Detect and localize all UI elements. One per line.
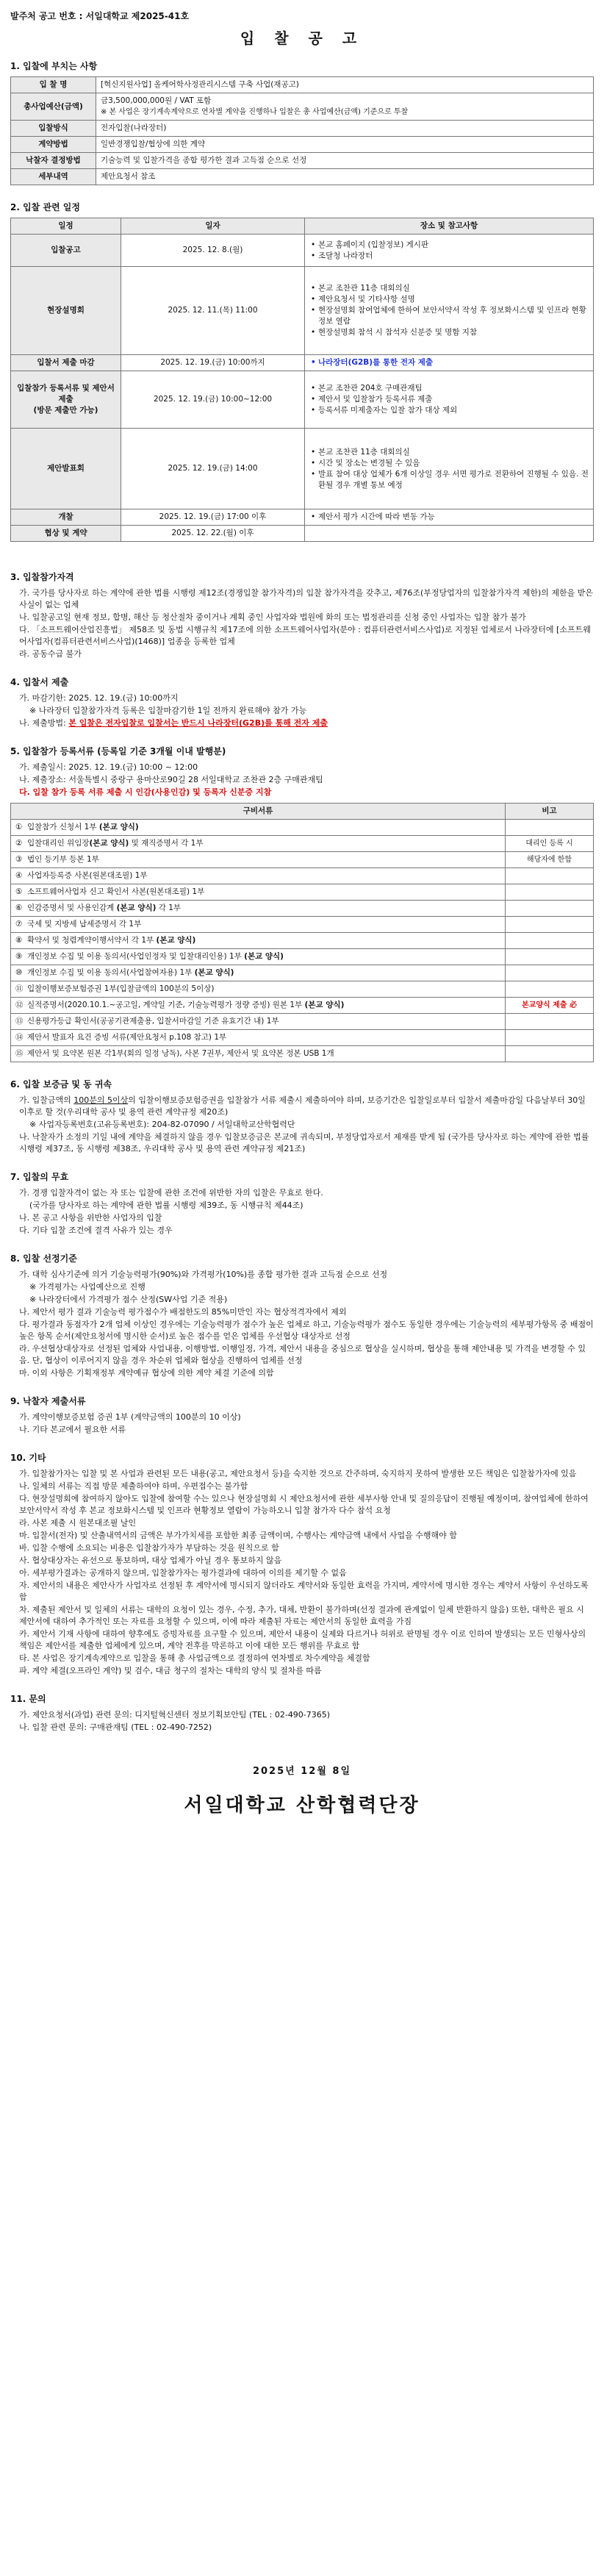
note-item: • 현장설명회 참석 시 참석자 신분증 및 명함 지참 [309, 327, 589, 338]
list-item: 나. 기타 본교에서 필요한 서류 [19, 1425, 126, 1434]
schedule-name: 협상 및 계약 [11, 526, 121, 542]
schedule-date: 2025. 12. 19.(금) 10:00~12:00 [121, 371, 305, 429]
table-row [11, 820, 594, 836]
budget-amount: 금3,500,000,000원 / VAT 포함 [101, 96, 212, 105]
list-item: 나. 제출장소: 서울특별시 중랑구 용마산로90길 28 서일대학교 조찬관 2층 구매관재팀 [19, 775, 323, 784]
document-remark: 대리인 등록 시 [506, 836, 594, 852]
table-row [11, 1046, 594, 1062]
table-row [11, 526, 594, 542]
section-11 [10, 1693, 594, 1734]
table-row [11, 965, 594, 981]
list-item: 마. 이외 사항은 기획재정부 계약예규 협상에 의한 계약 체결 기준에 의함 [19, 1368, 274, 1378]
table-row [11, 1030, 594, 1046]
table-row [11, 949, 594, 965]
schedule-notes [305, 267, 594, 355]
document-remark [506, 917, 594, 933]
list-item: 가. 계약이행보증보험 증권 1부 (계약금액의 100분의 10 이상) [19, 1412, 241, 1422]
schedule-date: 2025. 12. 8.(월) [121, 235, 305, 267]
section-11-heading: 11. 문의 [10, 1694, 46, 1704]
list-item: 자. 제안서의 내용은 제안사가 사업자로 선정된 후 계약서에 명시되지 않더라도 계약서와 동일한 효력을 가지며, 계약서에 명시한 경우는 계약서 사항이 우선하도록 함 [19, 1581, 589, 1602]
list-item: 타. 본 사업은 장기계속계약으로 입찰을 통해 총 사업금액으로 결정하여 연차별로 차수계약을 체결함 [19, 1653, 370, 1663]
document-number: ⑨ [15, 952, 23, 961]
value-details: 제안요청서 참조 [96, 169, 594, 185]
schedule-notes [305, 429, 594, 509]
document-number: ⑧ [15, 936, 23, 945]
document-form-tag: (본교 양식) [98, 823, 139, 831]
document-item [11, 1046, 506, 1062]
list-item: 차. 제출된 제안서 및 일체의 서류는 대학의 요청이 있는 경우, 수정, 추가, 대체, 반환이 불가하며(선정 결과에 관계없이 일체 반환하지 않음) 또한, 대학은 필요 시 제안서에 대하여 추가적인 또는 자료를 요청할 수 있으며, 이에 따라 제출된 자료는 제안서의 동일한 효력을 가짐 [19, 1605, 584, 1626]
document-number: ④ [15, 871, 23, 880]
section-8-heading: 8. 입찰 선정기준 [10, 1253, 77, 1264]
note-item: • 제안서 및 입찰참가 등록서류 제출 [309, 394, 589, 405]
list-item: 라. 공동수급 불가 [19, 649, 82, 659]
misc-list [10, 1468, 594, 1677]
document-remark [506, 981, 594, 998]
note-item: • 제안요청서 및 기타사항 설명 [309, 294, 589, 305]
section-2 [10, 201, 594, 542]
document-text: 입찰참가 신청서 1부 [27, 823, 99, 831]
list-item: 사. 협상대상자는 유선으로 통보하며, 대상 업체가 아닐 경우 통보하지 않음 [19, 1556, 282, 1565]
list-note: ※ 나라장터 입찰참가자격 등록은 입찰마감기한 1일 전까지 완료해야 참가 가능 [29, 706, 307, 715]
document-text: 개인정보 수집 및 이용 동의서(사업참여자용) 1부 [27, 968, 195, 977]
document-number: ⑫ [15, 1001, 24, 1009]
list-item: 파. 계약 체결(오프라인 계약) 및 검수, 대금 청구의 절차는 대학의 양식 및 절차를 따름 [19, 1666, 322, 1675]
document-item [11, 901, 506, 917]
table-row [11, 836, 594, 852]
note-item: • 등록서류 미제출자는 입찰 참가 대상 제외 [309, 405, 589, 416]
list-item: 가. 마감기한: 2025. 12. 19.(금) 10:00까지 [19, 693, 179, 703]
document-number: ⑩ [15, 968, 23, 977]
document-item [11, 1014, 506, 1030]
table-row [11, 235, 594, 267]
document-number: ① [15, 823, 23, 831]
document-text: 법인 등기부 등본 1부 [27, 855, 99, 864]
value-bid-method: 전자입찰(나라장터) [96, 121, 594, 137]
document-remark: 본교양식 제출 必 [506, 998, 594, 1014]
note-item: • 본교 조찬관 11층 대회의실 [309, 283, 589, 294]
col-remarks: 비고 [506, 804, 594, 820]
col-documents: 구비서류 [11, 804, 506, 820]
schedule-table [10, 218, 594, 542]
list-item: 다. 기타 입찰 조건에 결격 사유가 있는 경우 [19, 1226, 173, 1235]
note-item: • 발표 참여 대상 업체가 6개 이상일 경우 서면 평가로 전환하여 진행될 수 있음. 전환될 경우 개별 통보 예정 [309, 469, 589, 491]
document-text: 실적증명서(2020.10.1.~공고일, 계약일 기준, 기술능력평가 정량 증빙) 원본 1부 [27, 1001, 305, 1009]
text-segment: 의 입찰이행보증보험증권을 입찰참가 서류 제출시 제출하여야 하며, 보증기간은 입찰일로부터 입찰서 제출마감일 다음날부터 30일 이후로 할 것(우리대학 공사 및 용역 관련 계약규정 제20조) [19, 1095, 586, 1117]
list-item: 바. 입찰 수행에 소요되는 비용은 입찰참가자가 부담하는 것을 원칙으로 함 [19, 1543, 279, 1553]
table-row [11, 868, 594, 884]
schedule-name: 입찰서 제출 마감 [11, 355, 121, 371]
note-item: • 현장설명회 참여업체에 한하여 보안서약서 작성 후 정보화시스템 및 인프라 현황정보 열람 [309, 305, 589, 327]
section-1-heading: 1. 입찰에 부치는 사항 [10, 61, 98, 71]
value-winner-method: 기술능력 및 입찰가격을 종합 평가한 결과 고득점 순으로 선정 [96, 153, 594, 169]
document-remark [506, 933, 594, 949]
document-text: 사업자등록증 사본(원본대조필) 1부 [27, 871, 148, 880]
table-row [11, 429, 594, 509]
page-title: 입 찰 공 고 [240, 29, 364, 47]
document-text: 신용평가등급 확인서(공공기관제출용, 입찰서마감일 기준 유효기간 내) 1부 [27, 1017, 279, 1026]
text-segment: 가. 입찰금액의 [19, 1095, 74, 1105]
document-form-tag: (본교 양식) [194, 968, 234, 977]
document-remark [506, 901, 594, 917]
document-text: 제안서 발표자 요건 증빙 서류(제안요청서 p.108 참고) 1부 [27, 1033, 227, 1042]
section-9 [10, 1395, 594, 1436]
section-5-heading: 5. 입찰참가 등록서류 (등록일 기준 3개월 이내 발행분) [10, 746, 226, 756]
document-item [11, 852, 506, 868]
required-documents-table [10, 803, 594, 1062]
section-5 [10, 745, 594, 1062]
section-10-heading: 10. 기타 [10, 1453, 46, 1463]
document-item [11, 965, 506, 981]
label-details: 세부내역 [11, 169, 96, 185]
list-item: 나. 제안서 평가 결과 기술능력 평가점수가 배점한도의 85%미만인 자는 협상적격자에서 제외 [19, 1307, 347, 1317]
list-item: 다. 「소프트웨어산업진흥법」 제58조 및 동법 시행규칙 제17조에 의한 소프트웨어사업자(분야 : 컴퓨터관련서비스사업)로 지정된 업체로서 나라장터에 [소프트웨어사업자(컴퓨터관련서비스사업)(1468)] 업종을 등록한 업체 [19, 625, 591, 646]
list-item: 나. 입찰공고일 현재 정보, 합병, 해산 등 청산절차 중이거나 계획 중인 사업자와 법원에 화의 또는 법정관리를 신청 중인 사업자는 입찰 참가 불가 [19, 612, 526, 622]
document-form-tag: (본교 양식) [244, 952, 284, 961]
document-item [11, 981, 506, 998]
announcement-date: 2025년 12월 8일 [252, 1766, 352, 1777]
schedule-notes [305, 509, 594, 526]
list-item: 가. 경쟁 입찰자격이 없는 자 또는 입찰에 관한 조건에 위반한 자의 입찰은 무효로 한다. [19, 1188, 323, 1198]
list-item: 다. 평가결과 동점자가 2개 업체 이상인 경우에는 기술능력평가 점수가 높은 업체로 하고, 기술능력평가 점수도 동일한 경우에는 기술능력의 세부평가항목 중 배점이 높은 항목 순서(제안요청서에 명시한 순서)로 높은 점수를 얻은 업체를 우선협상 대상자로 선정 [19, 1320, 594, 1341]
budget-note: ※ 본 사업은 장기계속계약으로 연차별 계약을 진행하나 입찰은 총 사업예산(금액) 기준으로 투찰 [101, 108, 409, 116]
document-number: ⑥ [15, 904, 23, 912]
document-form-tag: (본교 양식) [156, 936, 196, 945]
section-10 [10, 1452, 594, 1677]
list-item: 가. 국가를 당사자로 하는 계약에 관한 법률 시행령 제12조(경쟁입찰 참가자격)의 입찰 참가자격을 갖추고, 제76조(부정당업자의 입찰참가자격 제한)의 제한을 받은 사실이 없는 업체 [19, 588, 594, 609]
schedule-notes [305, 371, 594, 429]
value-contract-method: 일반경쟁입찰/협상에 의한 계약 [96, 137, 594, 153]
col-date: 일자 [121, 218, 305, 235]
list-note: ※ 사업자등록번호(고유등록번호): 204-82-07090 / 서일대학교산학협력단 [29, 1120, 295, 1129]
schedule-date: 2025. 12. 19.(금) 10:00까지 [121, 355, 305, 371]
document-remark [506, 1014, 594, 1030]
table-row [11, 917, 594, 933]
table-row [11, 884, 594, 901]
list-item: 아. 세부평가결과는 공개하지 않으며, 입찰참가자는 평가결과에 대하여 이의를 제기할 수 없음 [19, 1568, 347, 1578]
schedule-name: 개찰 [11, 509, 121, 526]
section-9-heading: 9. 낙찰자 제출서류 [10, 1396, 86, 1406]
table-row [11, 267, 594, 355]
document-text: 국세 및 지방세 납세증명서 각 1부 [27, 920, 142, 929]
schedule-date: 2025. 12. 22.(월) 이후 [121, 526, 305, 542]
document-remark [506, 868, 594, 884]
document-text: 소프트웨어사업자 신고 확인서 사본(원본대조필) 1부 [27, 887, 205, 896]
list-item-label: 나. 제출방법: [19, 718, 69, 728]
document-item [11, 933, 506, 949]
document-item [11, 820, 506, 836]
document-text: 제안서 및 요약본 원본 각1부(회의 일정 낭독), 사본 7권부, 제안서 및 요약본 정본 USB 1개 [27, 1049, 334, 1058]
table-row [11, 933, 594, 949]
section-4-heading: 4. 입찰서 제출 [10, 677, 69, 687]
section-4 [10, 676, 594, 729]
schedule-name: 입찰공고 [11, 235, 121, 267]
section-3-heading: 3. 입찰참가자격 [10, 572, 74, 582]
section-7 [10, 1171, 594, 1237]
note-item: • 본교 조찬관 11층 대회의실 [309, 447, 589, 458]
schedule-notes [305, 526, 594, 542]
label-bid-method: 입찰방식 [11, 121, 96, 137]
document-item [11, 1030, 506, 1046]
document-number: ⑮ [15, 1049, 24, 1058]
schedule-date: 2025. 12. 19.(금) 14:00 [121, 429, 305, 509]
notice-number: 발주처 공고 번호 : 서일대학교 제2025-41호 [10, 11, 190, 21]
list-note: ※ 가격평가는 사업예산으로 진행 [29, 1282, 146, 1292]
document-item [11, 949, 506, 965]
schedule-date: 2025. 12. 19.(금) 17:00 이후 [121, 509, 305, 526]
note-item: • 나라장터(G2B)를 통한 전자 제출 [309, 357, 589, 368]
text-segment: 100분의 5이상 [73, 1095, 129, 1105]
section-6-heading: 6. 입찰 보증금 및 동 귀속 [10, 1079, 112, 1090]
list-item: 가. 제출일시: 2025. 12. 19.(금) 10:00 ~ 12:00 [19, 762, 198, 772]
section-8 [10, 1253, 594, 1379]
list-item [10, 718, 594, 729]
list-item: 나. 일체의 서류는 직접 방문 제출하여야 하며, 우편접수는 불가함 [19, 1481, 248, 1491]
schedule-name [11, 371, 121, 429]
document-number: ⑤ [15, 887, 23, 896]
list-note: (국가를 당사자로 하는 계약에 관한 법률 시행령 제39조, 동 시행규칙 제44조) [29, 1201, 304, 1210]
section-3 [10, 571, 594, 660]
schedule-name: 현장설명회 [11, 267, 121, 355]
note-item: • 본교 홈페이지 (입찰정보) 게시판 [309, 240, 589, 251]
submission-method-emphasis: 본 입찰은 전자입찰로 입찰서는 반드시 나라장터(G2B)를 통해 전자 제출 [68, 718, 328, 728]
note-item: • 조달청 나라장터 [309, 251, 589, 262]
document-number: ② [15, 839, 23, 848]
table-row [11, 1014, 594, 1030]
table-row [11, 901, 594, 917]
document-item [11, 917, 506, 933]
label-contract-method: 계약방법 [11, 137, 96, 153]
label-bid-name: 입 찰 명 [11, 77, 96, 93]
schedule-name: 제안발표회 [11, 429, 121, 509]
document-item [11, 884, 506, 901]
schedule-name-sub: (방문 제출만 가능) [33, 406, 98, 415]
document-remark [506, 965, 594, 981]
document-item [11, 998, 506, 1014]
document-text: 입찰대리인 위임장 [27, 839, 90, 848]
document-number: ⑪ [15, 984, 24, 993]
document-text: 확약서 및 청렴계약이행서약서 각 1부 [27, 936, 157, 945]
list-item: 가. 대학 심사기준에 의거 기술능력평가(90%)와 가격평가(10%)를 종합 평가한 결과 고득점 순으로 선정 [19, 1270, 388, 1279]
document-text-tail: 및 재직증명서 각 1부 [129, 839, 204, 848]
value-budget [96, 93, 594, 121]
document-text: 입찰이행보증보험증권 1부(입찰금액의 100분의 5이상) [27, 984, 215, 993]
document-text-tail: 각 1부 [156, 904, 182, 912]
label-winner-method: 낙찰자 결정방법 [11, 153, 96, 169]
document-remark [506, 949, 594, 965]
section-6 [10, 1078, 594, 1155]
document-remark [506, 884, 594, 901]
document-remark [506, 1046, 594, 1062]
document-item [11, 836, 506, 852]
schedule-date: 2025. 12. 11.(목) 11:00 [121, 267, 305, 355]
value-bid-name: [혁신지원사업] 올케어학사정관리시스템 구축 사업(재공고) [96, 77, 594, 93]
document-number: ⑭ [15, 1033, 24, 1042]
list-note: ※ 나라장터에서 가격평가 점수 산정(SW사업 기준 적용) [29, 1295, 228, 1304]
schedule-notes [305, 235, 594, 267]
list-item: 라. 우선협상대상자로 선정된 업체와 사업내용, 이행방법, 이행일정, 가격, 제안서 내용을 중심으로 협상을 실시하며, 협상을 통해 제안내용 및 가격을 변경할 수 있음. 단, 협상이 이루어지지 않을 경우 차순위 업체와 협상을 진행하여 업체를 선정 [19, 1344, 586, 1365]
list-item: 나. 낙찰자가 소정의 기일 내에 계약을 체결하지 않을 경우 입찰보증금은 본교에 귀속되며, 부정당업자로서 제재를 받게 됨 (국가를 당사자로 하는 계약에 관한 법률 시행령 제37조, 동 시행령 제38조, 우리대학 공사 및 용역 관련 계약규정 제21조) [19, 1132, 589, 1153]
document-remark: 해당자에 한함 [506, 852, 594, 868]
table-row [11, 852, 594, 868]
list-item: 가. 제안요청서(과업) 관련 문의: 디지털혁신센터 정보기획보안팀 (TEL : 02-490-7365) [19, 1710, 331, 1720]
document-number: ⑬ [15, 1017, 24, 1026]
issuing-organization: 서일대학교 산학협력단장 [184, 1795, 420, 1817]
list-item: 다. 현장설명회에 참여하지 않아도 입찰에 참여할 수는 있으나 현장설명회 시 제안요청서에 관한 세부사항 안내 및 질의응답이 진행될 예정이며, 참여업체에 한하여 보안서약서 작성 후 본교 정보화시스템 및 인프라 현황정보 열람이 가능하오니 입찰 참가자 다수 참석 요청 [19, 1494, 589, 1515]
schedule-name-text: 입찰참가 등록서류 및 제안서 제출 [17, 384, 115, 404]
list-item [10, 1095, 594, 1118]
section-7-heading: 7. 입찰의 무효 [10, 1172, 69, 1182]
document-item [11, 868, 506, 884]
col-schedule: 일정 [11, 218, 121, 235]
document-remark [506, 820, 594, 836]
list-item-warning: 다. 입찰 참가 등록 서류 제출 시 인감(사용인감) 및 등록자 신분증 지참 [19, 787, 272, 797]
section-2-heading: 2. 입찰 관련 일정 [10, 202, 80, 212]
table-row [11, 509, 594, 526]
note-item: • 본교 조찬관 204호 구매관재팀 [309, 383, 589, 394]
list-item: 나. 본 공고 사항을 위반한 사업자의 입찰 [19, 1213, 162, 1223]
section-1 [10, 60, 594, 185]
document-number: ⑦ [15, 920, 23, 929]
document-form-tag: (본교 양식) [116, 904, 157, 912]
document-form-tag: (본교 양식) [89, 839, 129, 848]
list-item: 가. 입찰참가자는 입찰 및 본 사업과 관련된 모든 내용(공고, 제안요청서 등)을 숙지한 것으로 간주하며, 숙지하지 못하여 발생한 모든 책임은 입찰참가자에 있음 [19, 1469, 577, 1478]
list-item: 라. 사본 제출 시 원본대조필 날인 [19, 1518, 137, 1528]
table-row [11, 981, 594, 998]
list-item: 카. 제안서 기재 사항에 대하여 향후에도 증빙자료를 요구할 수 있으며, 제안서 내용이 실제와 다르거나 허위로 판명될 경우 이로 인하여 발생되는 모든 민형사상의 책임은 제안서를 제출한 업체에게 있으며, 계약 전후를 막론하고 이에 대한 모든 행위를 무효로 함 [19, 1629, 586, 1650]
schedule-notes [305, 355, 594, 371]
document-text: 개인정보 수집 및 이용 동의서(사업인정자 및 입찰대리인용) 1부 [27, 952, 245, 961]
table-row [11, 998, 594, 1014]
list-item: 마. 입찰서(전자) 및 산출내역서의 금액은 부가가치세를 포함한 최종 금액이며, 수행사는 계약금액 내에서 사업을 수행해야 함 [19, 1531, 457, 1540]
list-item: 나. 입찰 관련 문의: 구매관재팀 (TEL : 02-490-7252) [19, 1722, 212, 1732]
col-notes: 장소 및 참고사항 [305, 218, 594, 235]
document-remark [506, 1030, 594, 1046]
table-row [11, 355, 594, 371]
document-number: ③ [15, 855, 23, 864]
document-text: 인감증명서 및 사용인감계 [27, 904, 117, 912]
note-item: • 시간 및 장소는 변경될 수 있음 [309, 458, 589, 469]
document-form-tag: (본교 양식) [304, 1001, 345, 1009]
table-row [11, 371, 594, 429]
label-budget: 총사업예산(금액) [11, 93, 96, 121]
note-item: • 제안서 평가 시간에 따라 변동 가능 [309, 512, 589, 523]
bid-overview-table [10, 76, 594, 185]
